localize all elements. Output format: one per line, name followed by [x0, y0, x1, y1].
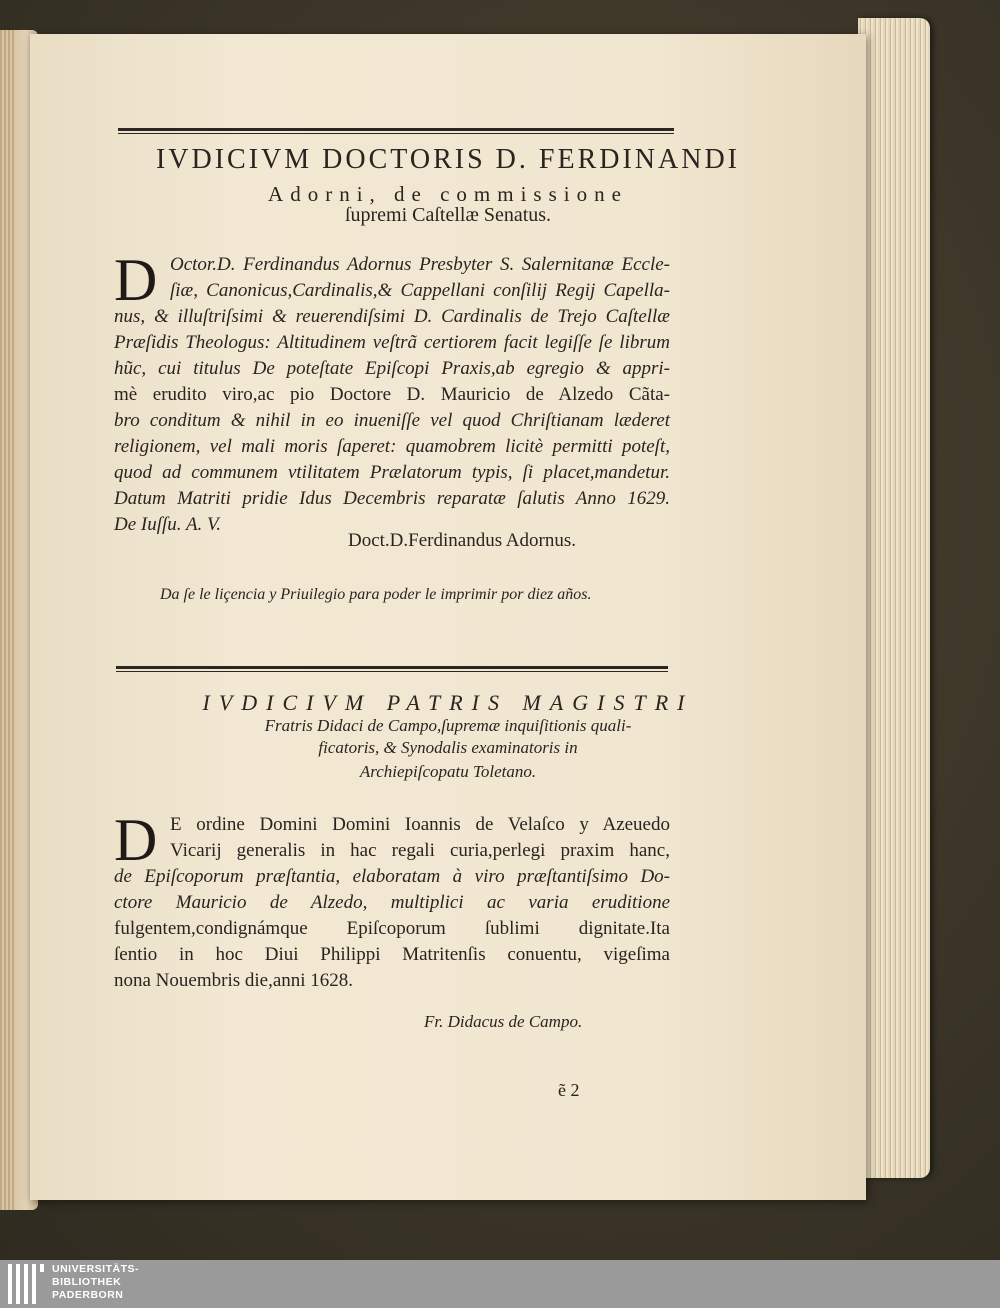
section2-line-3: de Epiſcoporum præſtantia, elaboratam à viro præſtantiſsimo Do- [114, 866, 670, 887]
section1-dropcap: D [114, 247, 158, 313]
section2-dropcap: D [114, 807, 158, 873]
library-name-line3: PADERBORN [52, 1289, 124, 1301]
section2-heading-line3: ficatoris, & Synodalis examinatoris in [318, 738, 578, 757]
section1-heading-line3: ſupremi Caſtellæ Senatus. [344, 204, 552, 226]
book-page [30, 34, 866, 1200]
licence-note: Da ſe le liçencia y Priuilegio para poder le imprimir por diez años. [160, 586, 592, 603]
right-page-leaves [858, 18, 930, 1178]
section1-line-2: ſiæ, Canonicus,Cardinalis,& Cappellani conſilij Regij Capella- [170, 280, 670, 301]
section2-line-1: E ordine Domini Domini Ioannis de Velaſco y Azeuedo [170, 814, 670, 835]
section1-line-8: religionem, vel mali moris ſaperet: quamobrem licitè permitti poteſt, [114, 436, 670, 457]
section1-line-4: Præſidis Theologus: Altitudinem veſtrã certiorem facit legiſſe ſe librum [114, 332, 670, 353]
section2-line-4: ctore Mauricio de Alzedo, multiplici ac varia eruditione [114, 892, 670, 913]
section2-heading-line1: IVDICIVM PATRIS MAGISTRI [202, 690, 694, 715]
left-page-leaves [0, 30, 14, 1210]
library-logo-icon [8, 1264, 44, 1304]
section1-signature: Doct.D.Ferdinandus Adornus. [348, 530, 576, 551]
section1-line-9: quod ad communem vtilitatem Prælatorum typis, ſi placet,mandetur. [114, 462, 670, 483]
section1-heading-line1: IVDICIVM DOCTORIS D. FERDINANDI [155, 144, 741, 175]
library-name-line2: BIBLIOTHEK [52, 1276, 122, 1288]
section2-line-5: fulgentem,condignámque Epiſcoporum ſublimi dignitate.Ita [114, 918, 670, 939]
section2-line-7: nona Nouembris die,anni 1628. [114, 970, 354, 991]
section2-line-6: ſentio in hoc Diui Philippi Matritenſis conuentu, vigeſima [114, 944, 670, 965]
section2-heading-line2: Fratris Didaci de Campo,ſupremæ inquiſitionis quali- [264, 716, 632, 735]
library-name-line1: UNIVERSITÄTS- [52, 1263, 140, 1275]
section2-heading-line4: Archiepiſcopatu Toletano. [359, 762, 537, 781]
section1-heading-line2: Adorni, de commissione [268, 182, 628, 206]
section2-line-2: Vicarij generalis in hac regali curia,perlegi praxim hanc, [170, 840, 670, 861]
section1-line-1: Octor.D. Ferdinandus Adornus Presbyter S. Salernitanæ Eccle- [170, 254, 670, 275]
section1-line-5: hũc, cui titulus De poteſtate Epiſcopi Praxis,ab egregio & appri- [114, 358, 670, 379]
library-name [52, 1263, 139, 1302]
signature-mark: ẽ 2 [558, 1080, 580, 1100]
library-footer [0, 1260, 1000, 1308]
section1-line-10: Datum Matriti pridie Idus Decembris reparatæ ſalutis Anno 1629. [114, 488, 670, 509]
top-rule [118, 128, 674, 131]
section1-line-3: nus, & illuſtriſsimi & reuerendiſsimi D. Cardinalis de Trejo Caſtellæ [114, 306, 670, 327]
section1-line-6: mè erudito viro,ac pio Doctore D. Mauricio de Alzedo Cãta- [114, 384, 670, 405]
section1-line-7: bro conditum & nihil in eo inueniſſe vel quod Chriſtianam læderet [114, 410, 670, 431]
section2-signature: Fr. Didacus de Campo. [424, 1012, 583, 1031]
section1-line-11: De Iuſſu. A. V. [114, 514, 221, 535]
middle-rule [116, 666, 668, 669]
